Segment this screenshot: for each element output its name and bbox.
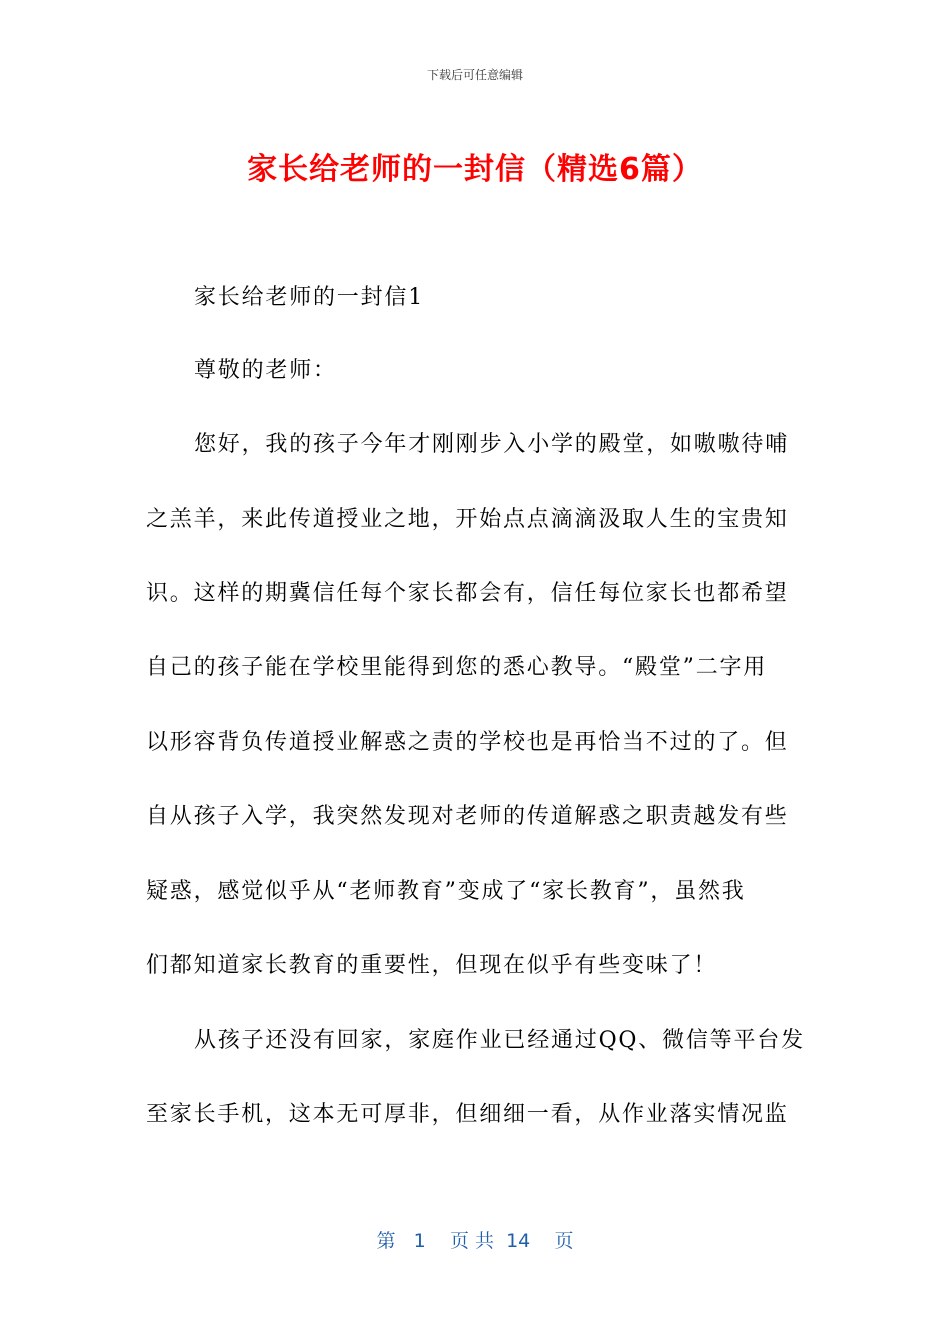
paragraph-line: 从孩子还没有回家，家庭作业已经通过QQ、微信等平台发 [194,1028,805,1053]
paragraph-line: 以形容背负传道授业解惑之责的学校也是再恰当不过的了。但 [146,730,789,755]
paragraph-line: 疑惑，感觉似乎从“老师教育”变成了“家长教育”，虽然我 [146,879,746,904]
paragraph-line: 识。这样的期冀信任每个家长都会有，信任每位家长也都希望 [146,581,789,606]
paragraph-line: 自己的孩子能在学校里能得到您的悉心教导。“殿堂”二字用 [146,655,768,680]
header-note: 下载后可任意编辑 [426,68,523,82]
paragraph-line: 至家长手机，这本无可厚非，但细细一看，从作业落实情况监 [146,1102,789,1127]
salutation: 尊敬的老师： [194,358,337,383]
footer-middle: 页 共 [449,1230,494,1252]
paragraph-line: 们都知道家长教育的重要性，但现在似乎有些变味了！ [146,953,718,978]
footer-prefix: 第 [376,1230,396,1252]
page-footer [0,1226,950,1253]
footer-page-number: 1 [413,1230,426,1252]
section-heading: 家长给老师的一封信1 [194,285,424,310]
paragraph-line: 之羔羊，来此传道授业之地，开始点点滴滴汲取人生的宝贵知 [146,507,789,532]
footer-total-pages: 14 [506,1230,531,1252]
paragraph-line: 您好，我的孩子今年才刚刚步入小学的殿堂，如嗷嗷待哺 [194,432,790,457]
paragraph-line: 自从孩子入学，我突然发现对老师的传道解惑之职责越发有些 [146,804,789,829]
footer-suffix: 页 [554,1230,574,1252]
document-title: 家长给老师的一封信（精选6篇） [247,152,703,187]
